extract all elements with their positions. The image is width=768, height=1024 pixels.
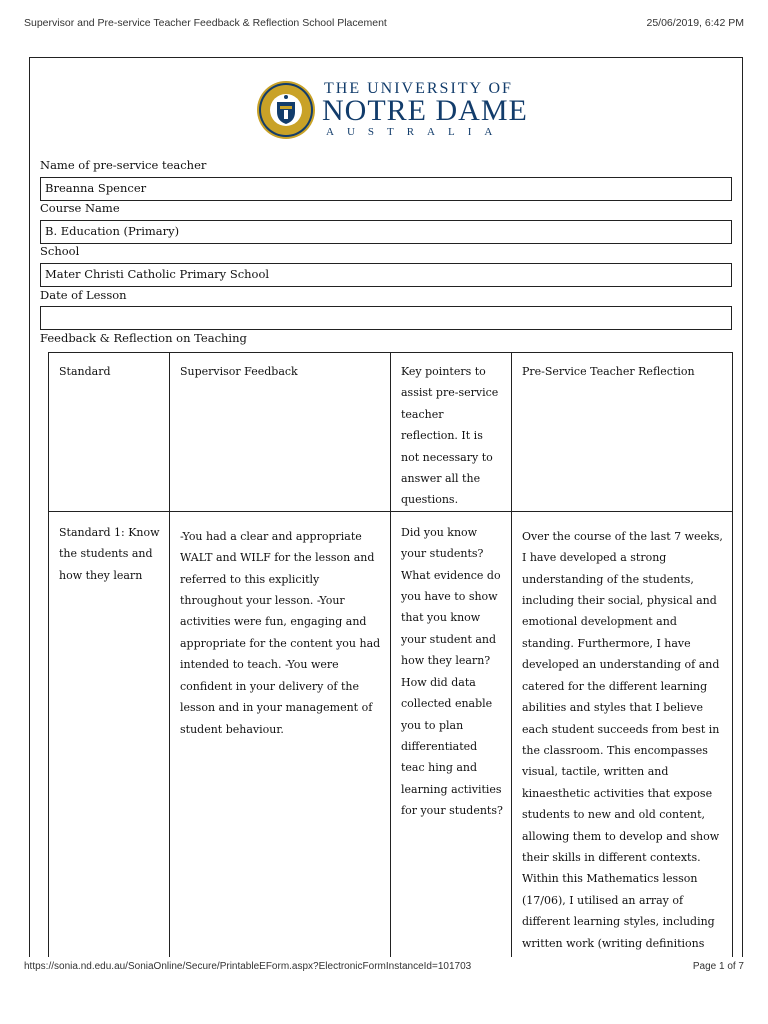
cell-supervisor-feedback: -You had a clear and appropriate WALT and WILF for the lesson and referred to this explicitly throughout your lesson. -Your activities were fun, engaging and appropriate for the content you had intended to teach. -You were confident in your delivery of the lesson and in your management of student behaviour. — [170, 511, 391, 957]
lesson-date-field[interactable] — [40, 306, 732, 330]
print-header — [24, 17, 744, 33]
header-pointers: Key pointers to assist pre-service teacher reflection. It is not necessary to answer all the questions. — [391, 353, 512, 512]
cell-standard: Standard 1: Know the students and how they learn — [49, 511, 170, 957]
document-title: Supervisor and Pre-service Teacher Feedback & Reflection School Placement — [24, 17, 387, 29]
section-label: Feedback & Reflection on Teaching — [40, 331, 247, 345]
form-frame — [29, 57, 743, 957]
header-reflection: Pre-Service Teacher Reflection — [512, 353, 733, 512]
school-field[interactable]: Mater Christi Catholic Primary School — [40, 263, 732, 287]
print-footer — [24, 961, 744, 977]
header-standard: Standard — [49, 353, 170, 512]
header-supervisor: Supervisor Feedback — [170, 353, 391, 512]
logo-line-2: NOTRE DAME — [322, 94, 528, 127]
logo-line-1: THE UNIVERSITY OF — [324, 80, 513, 97]
logo-line-3: AUSTRALIA — [326, 126, 506, 138]
print-datetime: 25/06/2019, 6:42 PM — [646, 17, 744, 29]
course-name-label: Course Name — [40, 201, 120, 215]
university-logo — [256, 80, 528, 140]
teacher-name-label: Name of pre-service teacher — [40, 158, 207, 172]
table-row — [49, 511, 733, 957]
feedback-table — [48, 352, 733, 957]
cell-teacher-reflection: Over the course of the last 7 weeks, I have developed a strong understanding of the students, including their social, physical and emotional development and standing. Furthermore, I have developed an understanding of and catered for the different learning abilities and styles that I believe each student succeeds from best in the classroom. This encompasses visual, tactile, written and kinaesthetic activities that expose students to new and old content, allowing them to develop and show their skills in different contexts. Within this Mathematics lesson (17/06), I utilised an array of different learning styles, including written work (writing definitions — [512, 511, 733, 957]
course-name-field[interactable]: B. Education (Primary) — [40, 220, 732, 244]
university-seal-icon — [256, 80, 316, 140]
table-header-row — [49, 353, 733, 512]
teacher-name-field[interactable]: Breanna Spencer — [40, 177, 732, 201]
school-label: School — [40, 244, 80, 258]
page-number: Page 1 of 7 — [692, 961, 744, 972]
cell-key-pointers: Did you know your students? What evidence do you have to show that you know your student and how they learn? How did data collected enable you to plan differentiated teac hing and learning activities for your students? — [391, 511, 512, 957]
page-url: https://sonia.nd.edu.au/SoniaOnline/Secure/PrintableEForm.aspx?ElectronicFormInstanceId=101703 — [24, 961, 472, 972]
lesson-date-label: Date of Lesson — [40, 288, 127, 302]
